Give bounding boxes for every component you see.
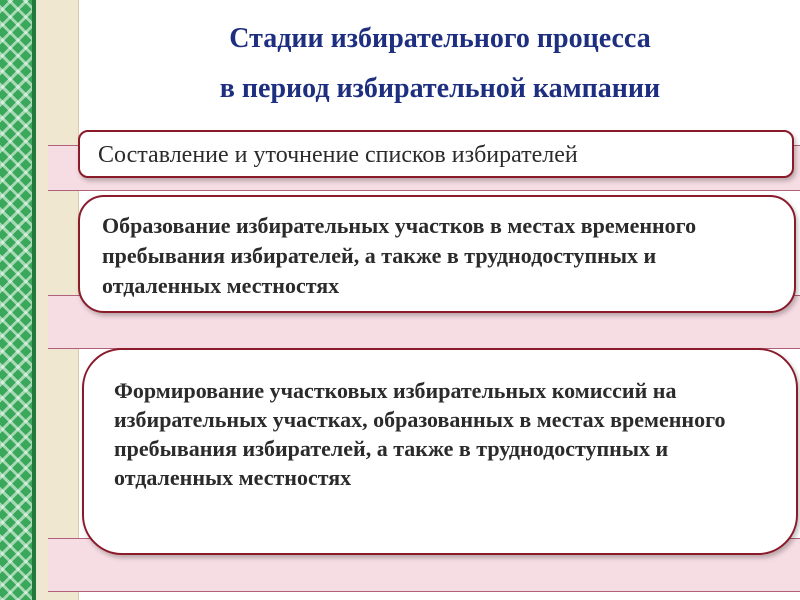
title-line-2: в период избирательной кампании (219, 73, 661, 104)
stage-card-3 (82, 348, 798, 555)
ornament-border (0, 0, 36, 600)
stage-card-2 (78, 195, 796, 313)
slide-title (80, 14, 800, 114)
title-line-1: Стадии избирательного процесса (229, 23, 651, 54)
stage-text-2: Образование избирательных участков в местах временного пребывания избирателей, а также в труднодоступных и отдаленных местностях (102, 213, 697, 298)
stage-text-1: Составление и уточнение списков избирателей (98, 142, 578, 168)
stage-card-1 (78, 130, 794, 178)
stage-text-3: Формирование участковых избирательных комиссий на избирательных участках, образованных в местах временного пребывания избирателей, а также в труднодоступных и отдаленных местностях (114, 378, 726, 490)
